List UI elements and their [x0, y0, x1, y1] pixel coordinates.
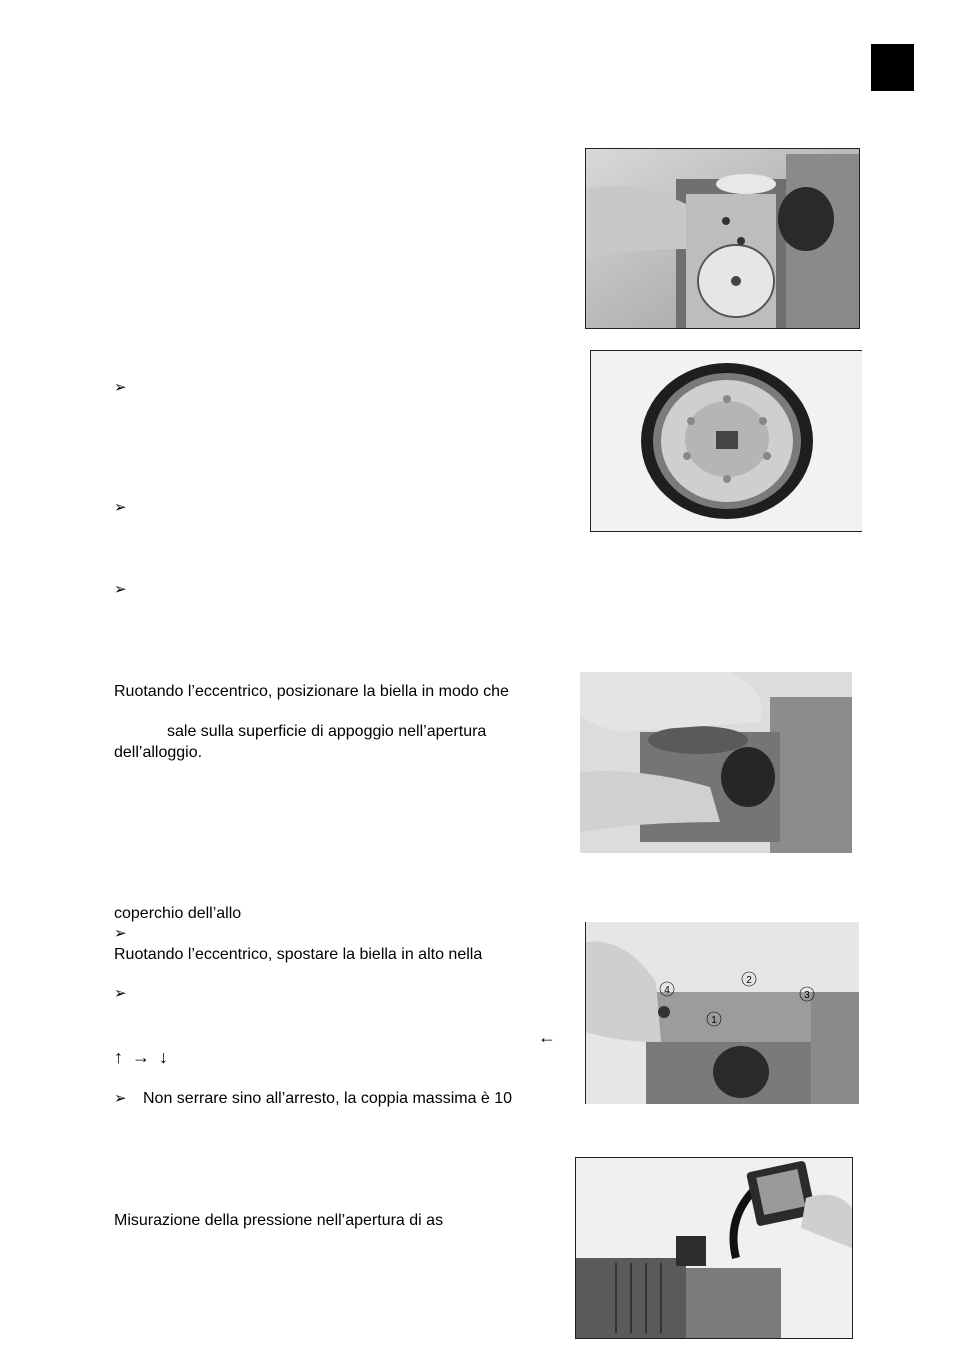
- bullet-arrow: ➢: [114, 499, 127, 516]
- screw-label: 4: [664, 985, 670, 996]
- section-tab-marker: [871, 44, 914, 91]
- arrow-sequence: ↑ → ↓: [114, 1047, 171, 1067]
- arrow-left-glyph: ←: [538, 1027, 556, 1047]
- screw-label: 3: [804, 990, 810, 1001]
- instruction-line: Ruotando l’eccentrico, spostare la biella in alto nella: [114, 946, 483, 963]
- screw-label: 1: [711, 1015, 717, 1026]
- instruction-line: Non serrare sino all’arresto, la coppia massima è 10: [143, 1090, 513, 1107]
- instruction-line: Misurazione della pressione nell’apertura di as: [114, 1212, 444, 1229]
- screw-label: 2: [746, 975, 752, 986]
- bullet-arrow: ➢: [114, 581, 127, 598]
- instruction-line: dell’alloggio.: [114, 744, 203, 761]
- bullet-arrow: ➢: [114, 1090, 127, 1107]
- photo-valve-disc: [590, 350, 862, 532]
- instruction-line: coperchio dell’allo: [114, 905, 242, 922]
- bullet-arrow: ➢: [114, 985, 127, 1002]
- bullet-arrow: ➢: [114, 925, 127, 942]
- bullet-arrow: ➢: [114, 379, 127, 396]
- instruction-line: sale sulla superficie di appoggio nell’apertura: [167, 723, 487, 740]
- instruction-line: Ruotando l’eccentrico, posizionare la biella in modo che: [114, 683, 509, 700]
- photo-screw-sequence: [585, 922, 859, 1104]
- photo-pressure-gauge: [575, 1157, 853, 1339]
- photo-connecting-rod: [580, 672, 852, 853]
- photo-cover-removal: [585, 148, 860, 329]
